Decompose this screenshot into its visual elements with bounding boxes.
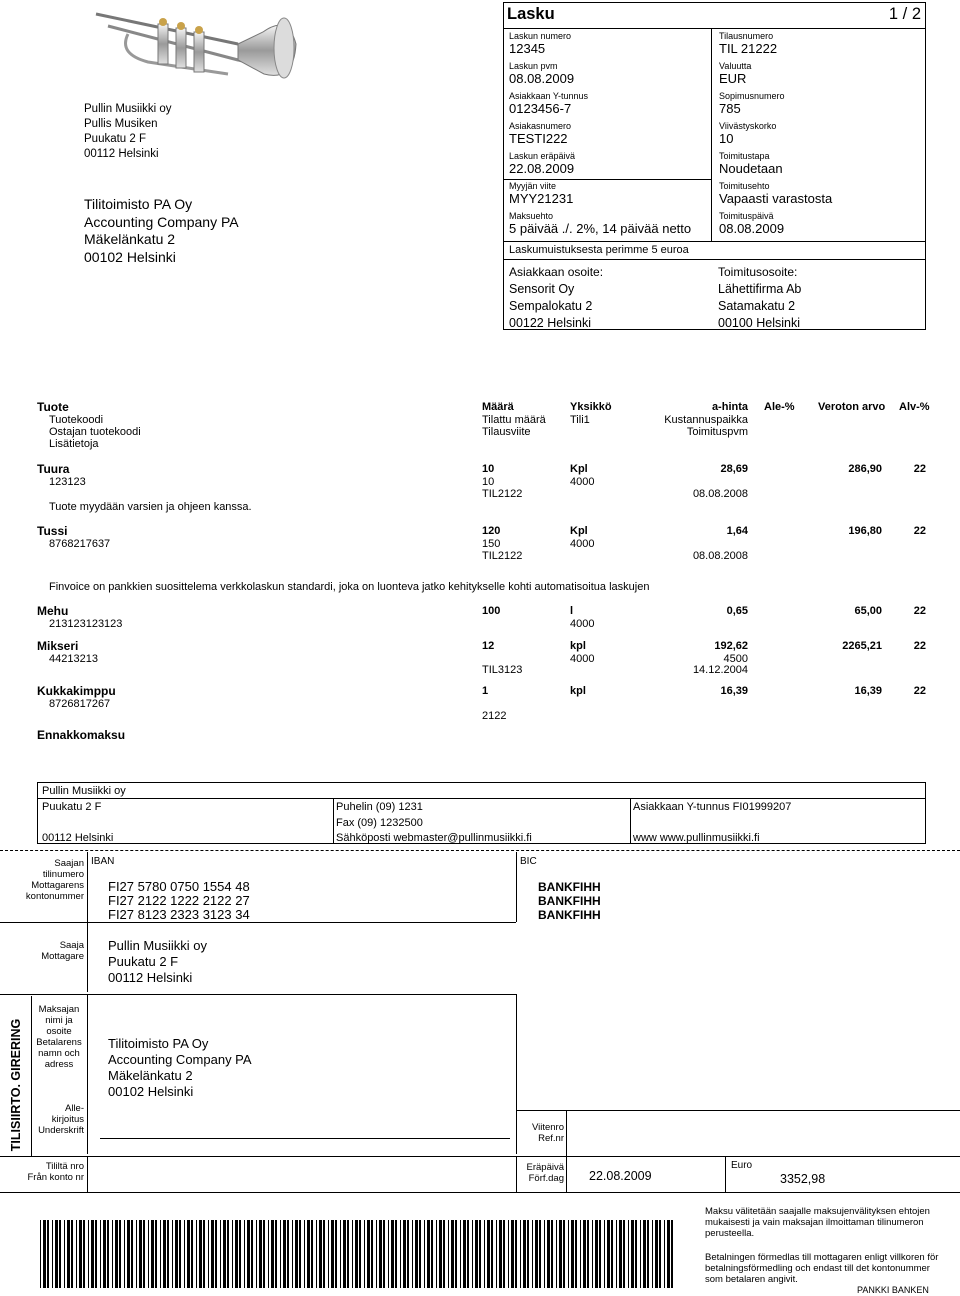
label-line: Tililtä nro — [45, 1161, 84, 1172]
seller-line: Puukatu 2 F — [84, 133, 147, 145]
bic-list — [538, 880, 601, 922]
vat: 22 — [913, 685, 926, 697]
field-value: EUR — [719, 71, 747, 86]
product-name: Kukkakimppu — [37, 684, 116, 698]
seller-line: Pullin Musiikki oy — [84, 103, 172, 115]
field-value: 22.08.2009 — [509, 161, 575, 176]
delivery-date: 08.08.2008 — [692, 488, 748, 500]
divider — [87, 994, 88, 1154]
vertical-title — [1, 1010, 31, 1160]
bic: BANKFIHH — [538, 894, 601, 908]
label-line: Förf.dag — [528, 1173, 564, 1184]
divider — [0, 1192, 960, 1193]
field-late-interest — [719, 121, 776, 146]
field-delivery-method — [719, 151, 783, 176]
order-ref: TIL3123 — [482, 664, 523, 676]
field-delivery-terms — [719, 181, 832, 206]
field-value: TIL 21222 — [719, 41, 778, 56]
advance-payment: Ennakkomaksu — [37, 728, 126, 742]
col-delivery-date: Toimituspvm — [686, 426, 748, 438]
footer-city: 00112 Helsinki — [42, 832, 114, 844]
buyer-block — [84, 196, 239, 266]
divider — [87, 922, 88, 992]
product-code: 213123123123 — [49, 618, 123, 630]
signature-label — [34, 1103, 84, 1136]
label-line: kirjoitus — [51, 1114, 84, 1125]
product-note: Tuote myydään varsien ja ohjeen kanssa. — [49, 501, 252, 513]
unit-price: 28,69 — [720, 463, 748, 475]
due-date-label — [520, 1162, 564, 1184]
payment-note-sv: Betalningen förmedlas till mottagaren enligt villkoren för betalningsförmedling och endast till det kontonummer som betalaren angivit. — [705, 1252, 939, 1285]
field-label: Viivästyskorko — [719, 121, 777, 131]
ordered-quantity: 150 — [482, 538, 501, 550]
field-label: Sopimusnumero — [719, 91, 785, 101]
cost-center: 4500 — [723, 653, 748, 665]
payer-label — [34, 1004, 84, 1070]
divider — [504, 28, 925, 29]
field-label: Toimituspäivä — [719, 211, 774, 221]
label-line: Maksajan — [38, 1004, 80, 1015]
net-value: 2265,21 — [842, 640, 882, 652]
unit: kpl — [570, 685, 586, 697]
signature-line — [100, 1138, 510, 1139]
bank-name: PANKKI BANKEN — [857, 1285, 929, 1295]
field-seller-ref — [509, 181, 573, 206]
order-ref: 2122 — [482, 710, 507, 722]
bic: BANKFIHH — [538, 880, 601, 894]
divider — [0, 1156, 960, 1157]
reference-label — [520, 1122, 564, 1144]
address-label: Asiakkaan osoite: — [509, 265, 604, 279]
label-line: Underskrift — [38, 1125, 84, 1136]
page-number: 1 / 2 — [888, 5, 921, 23]
address-line: Lähettifirma Ab — [718, 282, 802, 296]
ordered-quantity: 10 — [482, 476, 495, 488]
unit: kpl — [570, 640, 586, 652]
product-code: 44213213 — [49, 653, 98, 665]
iban-label: IBAN — [91, 856, 115, 867]
field-due-date — [509, 151, 575, 176]
vat: 22 — [913, 525, 926, 537]
footer-phone: Puhelin (09) 1231 — [336, 801, 423, 813]
col-ordered-quantity: Tilattu määrä — [482, 414, 546, 426]
col-unit: Yksikkö — [570, 401, 612, 413]
quantity: 12 — [482, 640, 495, 652]
label-line: Saaja — [59, 940, 84, 951]
account: 4000 — [570, 653, 595, 665]
field-value: 0123456-7 — [509, 101, 572, 116]
order-ref: TIL2122 — [482, 488, 523, 500]
label-line: kontonummer — [25, 891, 84, 902]
field-invoice-number — [509, 31, 571, 56]
seller-line: 00112 Helsinki — [84, 148, 159, 160]
label-line: Mottagare — [41, 951, 84, 962]
field-value: 08.08.2009 — [509, 71, 575, 86]
vat: 22 — [913, 463, 926, 475]
recipient-line: 00112 Helsinki — [108, 970, 193, 985]
payer-line: Tilitoimisto PA Oy — [108, 1036, 209, 1051]
label-line: adress — [44, 1059, 74, 1070]
bic: BANKFIHH — [538, 908, 601, 922]
field-label: Toimitusehto — [719, 181, 770, 191]
product-name: Tuura — [37, 462, 70, 476]
label-line: Mottagarens — [31, 880, 84, 891]
label-line: Alle- — [64, 1103, 84, 1114]
field-payment-terms — [509, 211, 691, 236]
col-cost-center: Kustannuspaikka — [664, 414, 748, 426]
reminder-text: Laskumuistuksesta perimme 5 euroa — [509, 244, 689, 256]
iban-list — [108, 880, 250, 922]
iban: FI27 2122 1222 2122 27 — [108, 893, 250, 908]
from-account-label — [4, 1161, 84, 1183]
unit: Kpl — [570, 525, 588, 537]
field-label: Myyjän viite — [509, 181, 557, 191]
label-line: Från konto nr — [27, 1172, 84, 1183]
vat: 22 — [913, 605, 926, 617]
col-unit-price: a-hinta — [711, 401, 748, 413]
label-line: tilinumero — [42, 869, 84, 880]
product-name: Tussi — [37, 524, 68, 538]
invoice-title: Lasku — [507, 5, 555, 23]
product-code: 123123 — [49, 476, 86, 488]
divider — [504, 241, 925, 242]
net-value: 65,00 — [854, 605, 882, 617]
amount: 3352,98 — [780, 1172, 826, 1186]
address-label: Toimitusosoite: — [718, 265, 798, 279]
footer-company-box — [37, 782, 926, 844]
col-net-value: Veroton arvo — [818, 401, 886, 413]
col-product-code: Tuotekoodi — [49, 414, 104, 426]
col-extra-info: Lisätietoja — [49, 438, 99, 450]
customer-address — [509, 265, 603, 332]
divider — [566, 1156, 567, 1192]
field-delivery-date — [719, 211, 784, 236]
free-text: Finvoice on pankkien suosittelema verkkolaskun standardi, joka on luonteva jatko kehitykselle kohti automatisoitua laskujen — [49, 581, 650, 593]
col-account: Tili1 — [570, 414, 590, 426]
divider — [87, 1156, 88, 1192]
unit-price: 16,39 — [720, 685, 748, 697]
quantity: 100 — [482, 605, 501, 617]
field-label: Laskun eräpäivä — [509, 151, 576, 161]
unit-price: 1,64 — [726, 525, 748, 537]
bic-label: BIC — [520, 856, 537, 867]
field-invoice-date — [509, 61, 574, 86]
buyer-line: Accounting Company PA — [84, 213, 239, 230]
divider — [516, 994, 517, 1154]
col-product: Tuote — [37, 400, 69, 414]
divider — [516, 852, 517, 922]
recipient-label — [8, 940, 84, 962]
divider — [504, 259, 925, 260]
recipient-line: Puukatu 2 F — [108, 954, 179, 969]
iban: FI27 5780 0750 1554 48 — [108, 879, 250, 894]
product-name: Mikseri — [37, 639, 79, 653]
payer-line: Mäkelänkatu 2 — [108, 1068, 193, 1083]
net-value: 286,90 — [848, 463, 882, 475]
divider — [333, 798, 334, 844]
field-value: 12345 — [509, 41, 546, 56]
footer-company-name: Pullin Musiikki oy — [42, 785, 126, 797]
field-customer-vat — [509, 91, 588, 116]
invoice-header-box — [503, 2, 926, 330]
label-line: Ref.nr — [538, 1133, 564, 1144]
seller-block — [84, 102, 172, 162]
divider — [38, 798, 925, 799]
col-vat: Alv-% — [899, 401, 930, 413]
divider — [566, 1110, 567, 1156]
field-customer-number — [509, 121, 571, 146]
seller-line: Pullis Musiken — [84, 118, 158, 130]
field-value: MYY21231 — [509, 191, 574, 206]
field-label: Laskun numero — [509, 31, 572, 41]
field-value: 785 — [719, 101, 741, 116]
product-name: Mehu — [37, 604, 69, 618]
divider — [516, 1156, 517, 1192]
payer-line: 00102 Helsinki — [108, 1084, 194, 1099]
recipient-lines — [108, 938, 207, 986]
label-line: Saajan — [54, 858, 84, 869]
field-value: TESTI222 — [509, 131, 568, 146]
field-value: 10 — [719, 131, 734, 146]
field-value: 08.08.2009 — [719, 221, 785, 236]
address-line: 00122 Helsinki — [509, 316, 591, 330]
unit: l — [570, 605, 574, 617]
label-line: Betalarens — [36, 1037, 82, 1048]
net-value: 16,39 — [854, 685, 882, 697]
col-buyer-code: Ostajan tuotekoodi — [49, 426, 141, 438]
product-code: 8768217637 — [49, 538, 111, 550]
payment-note-fi: Maksu välitetään saajalle maksujenvälityksen ehtojen mukaisesti ja vain maksajan ilmoittaman tilinumeron perusteella. — [705, 1206, 930, 1239]
field-value: Vapaasti varastosta — [719, 191, 833, 206]
account: 4000 — [570, 618, 595, 630]
footer-email: Sähköposti webmaster@pullinmusiikki.fi — [336, 832, 532, 844]
field-currency — [719, 61, 751, 86]
divider — [0, 994, 516, 995]
delivery-date: 14.12.2004 — [692, 664, 748, 676]
account: 4000 — [570, 476, 595, 488]
address-line: Sempalokatu 2 — [509, 299, 593, 313]
field-value: Noudetaan — [719, 161, 783, 176]
field-label: Tilausnumero — [719, 31, 774, 41]
col-discount: Ale-% — [764, 401, 795, 413]
field-label: Maksuehto — [509, 211, 554, 221]
address-line: Satamakatu 2 — [718, 299, 796, 313]
divider — [630, 798, 631, 844]
address-line: 00100 Helsinki — [718, 316, 800, 330]
payer-line: Accounting Company PA — [108, 1052, 252, 1067]
label-line: nimi ja — [45, 1015, 73, 1026]
unit: Kpl — [570, 463, 588, 475]
currency-label: Euro — [731, 1160, 753, 1171]
delivery-date: 08.08.2008 — [692, 550, 748, 562]
field-label: Toimitustapa — [719, 151, 770, 161]
barcode — [40, 1220, 680, 1288]
buyer-line: 00102 Helsinki — [84, 248, 176, 265]
account: 4000 — [570, 538, 595, 550]
field-label: Asiakasnumero — [509, 121, 572, 131]
footer-fax: Fax (09) 1232500 — [336, 817, 423, 829]
divider — [516, 1110, 960, 1111]
footer-vat-id: Asiakkaan Y-tunnus FI01999207 — [633, 801, 792, 813]
col-order-ref: Tilausviite — [482, 426, 531, 438]
due-date: 22.08.2009 — [589, 1169, 652, 1183]
vertical-title-text: TILISIIRTO. GIRERING — [9, 1018, 23, 1152]
quantity: 120 — [482, 525, 501, 537]
recipient-line: Pullin Musiikki oy — [108, 938, 207, 953]
field-label: Laskun pvm — [509, 61, 558, 71]
divider — [0, 922, 516, 923]
buyer-line: Mäkelänkatu 2 — [84, 231, 176, 247]
divider — [711, 28, 712, 241]
cut-line — [0, 850, 960, 851]
delivery-address — [718, 265, 801, 332]
field-contract-number — [719, 91, 785, 116]
divider — [725, 1156, 726, 1192]
buyer-line: Tilitoimisto PA Oy — [84, 196, 193, 212]
label-line: osoite — [46, 1026, 72, 1037]
unit-price: 192,62 — [714, 640, 748, 652]
product-code: 8726817267 — [49, 698, 111, 710]
divider — [87, 852, 88, 922]
footer-web: www www.pullinmusiikki.fi — [633, 832, 760, 844]
trumpet-image — [88, 4, 302, 88]
quantity: 1 — [482, 685, 489, 697]
label-line: Eräpäivä — [526, 1162, 564, 1173]
footer-street: Puukatu 2 F — [42, 801, 102, 813]
recipient-account-label — [8, 858, 84, 902]
address-line: Sensorit Oy — [509, 282, 575, 296]
payer-lines — [108, 1036, 252, 1100]
label-line: Viitenro — [531, 1122, 564, 1133]
field-value: 5 päivää ./. 2%, 14 päivää netto — [509, 221, 692, 236]
field-order-number — [719, 31, 777, 56]
label-line: namn och — [38, 1048, 80, 1059]
net-value: 196,80 — [848, 525, 882, 537]
order-ref: TIL2122 — [482, 550, 523, 562]
iban: FI27 8123 2323 3123 34 — [108, 907, 250, 922]
quantity: 10 — [482, 463, 495, 475]
divider — [504, 179, 711, 180]
unit-price: 0,65 — [726, 605, 748, 617]
field-label: Asiakkaan Y-tunnus — [509, 91, 589, 101]
vat: 22 — [913, 640, 926, 652]
field-label: Valuutta — [719, 61, 752, 71]
col-quantity: Määrä — [482, 401, 514, 413]
